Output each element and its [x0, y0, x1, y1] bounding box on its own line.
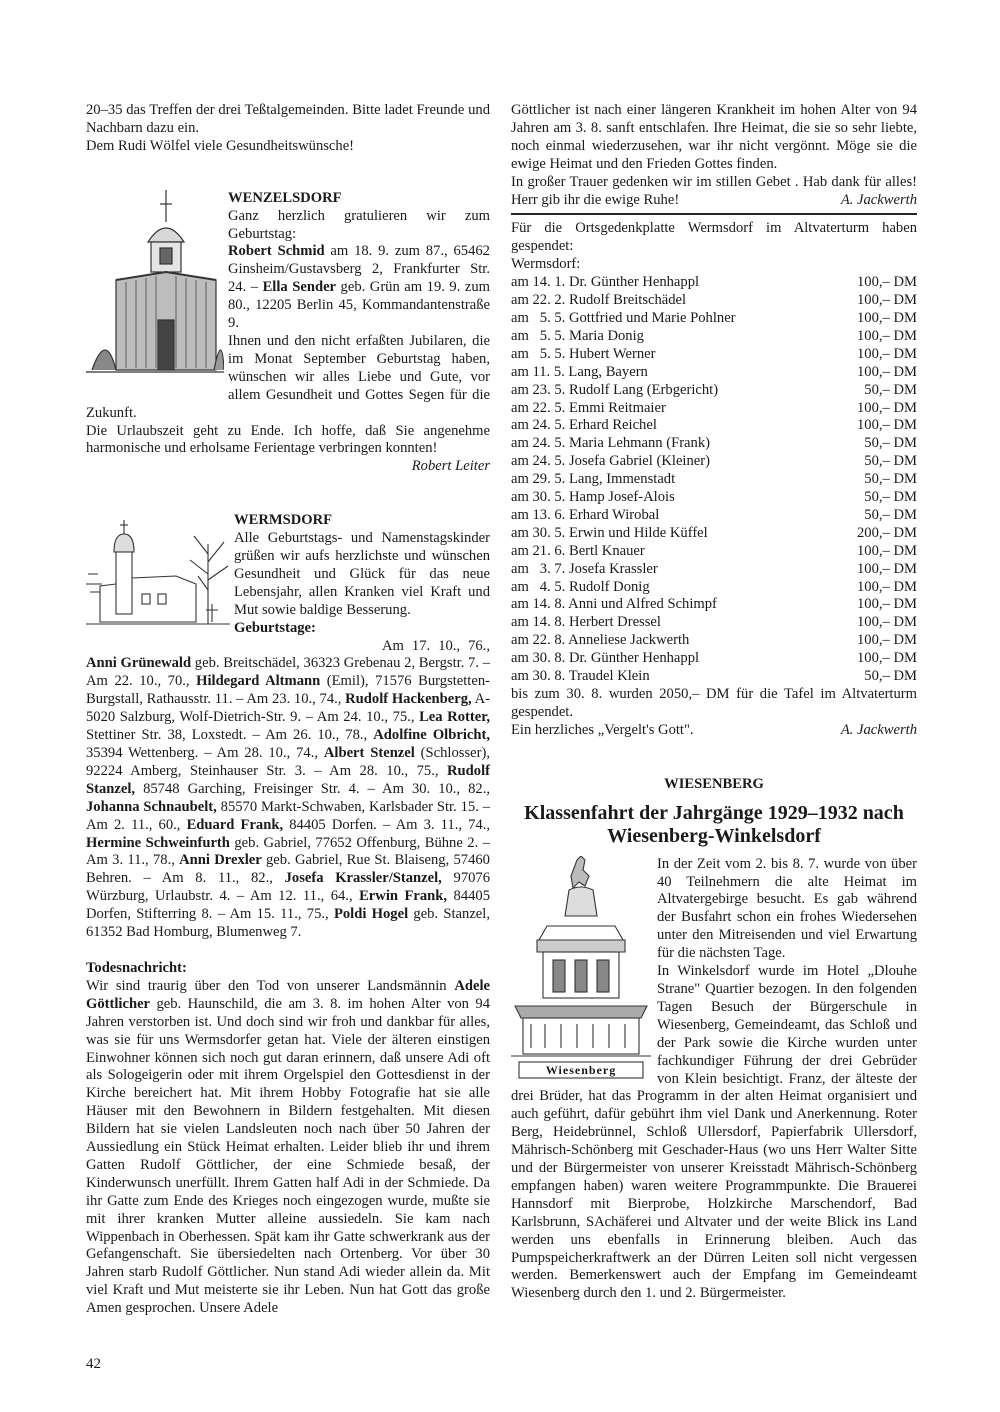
bd-9: Adolfine Olbricht, [373, 727, 490, 744]
bd-22: geb. Gabriel, Rue St. Blaiseng, 57460 Behren. – Am 8. 11., 82., [86, 852, 490, 887]
bd-21: Anni Drexler [179, 852, 262, 869]
donation-amount: 50,– DM [864, 435, 917, 452]
donations-place: Wermsdorf: [511, 256, 581, 273]
donation-donor: am 30. 5. Hamp Josef-Alois [511, 489, 675, 506]
donation-donor: am 14. 8. Herbert Dressel [511, 614, 661, 631]
birthdays-subheading: Geburtstage: [234, 619, 316, 636]
bd-17: Eduard Frank, [186, 816, 284, 833]
name-adele-goettlicher: Adele Göttlicher [86, 977, 490, 1012]
donation-donor: am 22. 8. Anneliese Jackwerth [511, 632, 690, 649]
wenzelsdorf-section [86, 190, 490, 477]
bd-3: Hildegard Altmann [196, 673, 321, 690]
donation-row [511, 579, 917, 597]
wiesenberg-image-label: Wiesenberg [545, 1062, 617, 1077]
birthday-text: geb. Grün am 19. 9. zum 80., 12205 Berlin 45, Kommandantenstraße 9. [228, 279, 490, 332]
donation-row [511, 453, 917, 471]
donation-amount: 100,– DM [857, 399, 917, 416]
donation-amount: 100,– DM [857, 650, 917, 667]
bd-24: 97076 Würzburg, Urlaubstr. 4. – Am 12. 11., 64., [86, 870, 491, 905]
bd-18: 84405 Dorfen. – Am 3. 11., 74., [283, 816, 491, 833]
bd-26: 84405 Dorfen, Stifterring 8. – Am 15. 11., 75., [86, 888, 490, 923]
bd-2: geb. Breitschädel, 36323 Grebenau 2, Bergstr. 7. – Am 22. 10., 70., [86, 655, 490, 690]
donation-donor: am 3. 7. Josefa Krassler [511, 560, 658, 577]
name-ella-sender: Ella Sender [262, 279, 337, 296]
death-text-2: geb. Haunschild, die am 3. 8. im hohen Alter von 94 Jahren verstorben ist. Und doch sind wir froh und dankbar für alles, was sie für uns Wermsdorfer getan hat. Viele der älteren einstigen Einwohner können sich noch gut daran erinnern, daß unsere Adi oft als Sologeigerin oder mit ihrem Orgelspiel den Gottesdienst in der Kirche bereichert hat. Mit ihrem Hobby Fotografie hat sie alle Häuser mit den Bewohnern in Bildern festgehalten. Mit diesen Bildern hat sie vielen Landsleuten noch nach über 50 Jahren der Aussiedlung ein Stück Heimat erhalten. Leider blieb ihr und ihrem Gatten Rudolf Göttlicher, der eine Schmiede besaß, der Kinderwunsch unerfüllt. Ihrem Gatten half Adi in der Schmiede. Da ihr Gatte zum Ende des Krieges noch eingezogen wurde, mußte sie mit ihrer kranken Mutter alleine aussiedeln. Sie kam nach Wippenbach in Oberhessen. Spät kam ihr Gatte schwerkrank aus der Gefangenschaft. Sie übersiedelten nach Ortenberg. Vor über 30 Jahren starb Rudolf Göttlicher. Nun stand Adi wieder allein da. Mit viel Kraft und Mut meisterte sie ihr Leben. Nun hat Gott das große Amen gesprochen. Unsere Adele [86, 995, 490, 1317]
donation-amount: 50,– DM [864, 471, 917, 488]
wiesenberg-paragraph-2: In Winkelsdorf wurde im Hotel „Dlouhe Strane" Quartier bezogen. In den folgenden Tagen Besuch der Bürgerschule in Wiesenberg, Gemeindeamt, das Schloß und der Park sowie die Kirche wurden unter fachkundiger Führung der drei Gebrüder von Klein besichtigt. Franz, der älteste der drei Brüder, hat das Programm in der alten Heimat organisiert und auch geführt, dafür gebührt ihm viel Dank und Anerkennung. Roter Berg, Heidebrünnel, Schloß Ullersdorf, Papierfabrik Ullersdorf, Mährisch-Schönberg mit Geschader-Haus (wo uns Herr Walter Sitte und der Bürgermeister von unserer Kreisstadt Mährisch-Schönberg empfangen haben) waren weitere Programmpunkte. Die Brauerei Hannsdorf mit Bierprobe, Holzkirche Marschendorf, Bad Karlsbrunn, SAchäferei und Altvater und der weite Blick ins Land werden uns ebenfalls in Erinnerung bleiben. Auch das Pumpspeicherkraftwerk an der Dürren Leiten soll nicht vergessen werden. Bemerkenswert auch der Empfang im Gemeindeamt Wiesenberg durch den 1. und 2. Bürgermeister. [511, 963, 917, 1302]
wiesenberg-section [511, 776, 917, 1304]
bd-4: (Emil), 71576 Burgstetten-Burgstall, Rathausstr. 11. – Am 23. 10., 74., [86, 673, 490, 708]
thanks-text: Ein herzliches „Vergelt's Gott". [511, 721, 694, 738]
donation-row [511, 632, 917, 650]
donation-amount: 50,– DM [864, 668, 917, 685]
death-notice-continued: Göttlicher ist nach einer längeren Krankheit im hohen Alter von 94 Jahren am 3. 8. sanft entschlafen. Ihre Heimat, die sie so sehr liebte, noch einmal wiederzusehen, war ihr nicht vergönnt. Möge sie die ewige Heimat und den Frieden Gottes finden. [511, 102, 917, 172]
divider [511, 213, 917, 215]
bd-16: 85570 Markt-Schwaben, Karlsbader Str. 15. – Am 2. 11., 60., [86, 798, 490, 833]
donation-amount: 100,– DM [857, 274, 917, 291]
donation-amount: 100,– DM [857, 542, 917, 559]
donation-donor: am 21. 6. Bertl Knauer [511, 542, 645, 559]
bd-25: Erwin Frank, [359, 888, 448, 905]
signature-jackwerth-1: A. Jackwerth [840, 191, 917, 208]
donation-amount: 100,– DM [857, 560, 917, 577]
bd-20: geb. Gabriel, 77652 Offenburg, Bühne 2. – Am 3. 11., 78., [86, 834, 490, 869]
bd-5: Rudolf Hackenberg, [345, 691, 472, 708]
bd-1: Anni Grünewald [86, 655, 192, 672]
wiesenberg-heading: WIESENBERG [664, 775, 764, 792]
donation-amount: 50,– DM [864, 381, 917, 398]
donation-row [511, 435, 917, 453]
wenzelsdorf-wishes: Ihnen und den nicht erfaßten Jubilaren, die im Monat September Geburtstag haben, wünschen wir alles Liebe und Gute, vor allem Gesundheit und Gottes Segen für die Zukunft. [86, 332, 490, 421]
donation-amount: 100,– DM [857, 345, 917, 362]
donation-row [511, 417, 917, 435]
signature-jackwerth-2: A. Jackwerth [840, 721, 917, 738]
donation-row [511, 364, 917, 382]
bd-8: Stettiner Str. 38, Loxstedt. – Am 26. 10., 78., [86, 727, 374, 744]
donation-row [511, 274, 917, 292]
wiesenberg-illustration [511, 856, 651, 1080]
wermsdorf-greeting: Alle Geburtstags- und Namenstagskinder grüßen wir aufs herzlichste und wünschen Gesundheit und Glück für das neue Lebensjahr, allen Kranken viel Kraft und Mut sowie baldige Besserung. [234, 530, 490, 618]
bd-19: Hermine Schweinfurth [86, 834, 230, 851]
bd-15: Johanna Schnaubelt, [86, 798, 217, 815]
wiesenberg-title: Klassenfahrt der Jahrgänge 1929–1932 nach Wiesenberg-Winkelsdorf [524, 801, 904, 847]
donation-donor: am 14. 8. Anni und Alfred Schimpf [511, 596, 717, 613]
bd-10: 35394 Wettenberg. – Am 28. 10., 74., [86, 745, 324, 761]
donation-donor: am 5. 5. Maria Donig [511, 327, 644, 344]
page-number: 42 [86, 1356, 101, 1372]
donation-donor: am 24. 5. Maria Lehmann (Frank) [511, 435, 710, 452]
donation-donor: am 22. 2. Rudolf Breitschädel [511, 292, 687, 309]
thanks-line [511, 722, 917, 740]
donation-list [511, 274, 917, 686]
donation-donor: am 4. 5. Rudolf Donig [511, 578, 650, 595]
donation-row [511, 668, 917, 686]
wenzelsdorf-heading: WENZELSDORF [228, 189, 342, 206]
donation-row [511, 614, 917, 632]
donations-total: bis zum 30. 8. wurden 2050,– DM für die Tafel im Altvaterturm gespendet. [511, 686, 917, 720]
donation-donor: am 24. 5. Josefa Gabriel (Kleiner) [511, 453, 710, 470]
bd-12: (Schlosser), 92224 Amberg, Steinhauser Str. 3. – Am 28. 10., 75., [86, 745, 490, 779]
donation-row [511, 310, 917, 328]
birthday-text: am 18. 9. zum 87., 65462 Ginsheim/Gustavsberg 2, Frankfurter Str. 24. – [228, 243, 490, 296]
signature-robert-leiter: Robert Leiter [411, 458, 490, 475]
donation-row [511, 489, 917, 507]
donation-donor: am 14. 1. Dr. Günther Henhappl [511, 274, 700, 291]
donation-row [511, 507, 917, 525]
bd-27: Poldi Hogel [333, 906, 409, 923]
wiesenberg-paragraph-1: In der Zeit vom 2. bis 8. 7. wurde von über 40 Teilnehmern die alte Heimat im Altvatergebirge besucht. Es gab während der Busfahrt schon ein frohes Wiedersehen unter den Mitreisenden und viel Erwartung für die nächsten Tage. [657, 855, 917, 962]
donation-amount: 100,– DM [857, 292, 917, 309]
mourning-text: In großer Trauer gedenken wir im stillen Gebet . Hab dank für alles! Herr gib ihr die ewige Ruhe! [511, 173, 917, 208]
bd-13: Rudolf Stanzel, [86, 762, 490, 797]
donation-donor: am 5. 5. Gottfried und Marie Pohlner [511, 309, 736, 326]
bd-11: Albert Stenzel [323, 745, 415, 761]
donation-donor: am 30. 8. Dr. Günther Henhappl [511, 650, 700, 667]
donation-row [511, 650, 917, 668]
name-robert-schmid: Robert Schmid [228, 243, 325, 260]
donation-row [511, 328, 917, 346]
donation-donor: am 13. 6. Erhard Wirobal [511, 506, 660, 523]
donation-row [511, 346, 917, 364]
death-text-1: Wir sind traurig über den Tod von unserer Landsmännin [86, 977, 455, 994]
donation-row [511, 525, 917, 543]
donation-row [511, 543, 917, 561]
donation-donor: am 5. 5. Hubert Werner [511, 345, 656, 362]
donation-row [511, 471, 917, 489]
donation-amount: 100,– DM [857, 327, 917, 344]
wenzelsdorf-greeting: Ganz herzlich gratulieren wir zum Geburtstag: [228, 207, 490, 242]
donation-amount: 100,– DM [857, 614, 917, 631]
wenzelsdorf-holiday: Die Urlaubszeit geht zu Ende. Ich hoffe, daß Sie angenehme harmonische und erholsame Ferientage verbringen konnten! [86, 422, 490, 457]
donation-amount: 50,– DM [864, 453, 917, 470]
bd-28: geb. Stanzel, 61352 Bad Homburg, Blumenweg 7. [86, 906, 490, 941]
donation-amount: 100,– DM [857, 578, 917, 595]
donation-row [511, 561, 917, 579]
donation-donor: am 30. 5. Erwin und Hilde Küffel [511, 524, 708, 541]
bd-23: Josefa Krassler/Stanzel, [284, 870, 442, 887]
bd-6: A-5020 Salzburg, Wolf-Dietrich-Str. 9. – Am 24. 10., 75., [86, 691, 490, 726]
donation-donor: am 30. 8. Traudel Klein [511, 668, 650, 685]
bd-0: Am 17. 10., 76., [382, 637, 490, 654]
donation-amount: 100,– DM [857, 632, 917, 649]
donation-amount: 100,– DM [857, 363, 917, 380]
donations-intro: Für die Ortsgedenkplatte Wermsdorf im Altvaterturm haben gespendet: [511, 220, 917, 255]
chapel-illustration [86, 180, 224, 398]
wermsdorf-birthdays [86, 638, 490, 942]
donation-row [511, 596, 917, 614]
church-illustration [86, 514, 230, 642]
donation-donor: am 24. 5. Erhard Reichel [511, 417, 657, 434]
donation-row [511, 400, 917, 418]
donation-amount: 100,– DM [857, 417, 917, 434]
donation-amount: 200,– DM [857, 524, 917, 541]
death-notice-text [86, 978, 490, 1318]
mourning-line [511, 174, 917, 210]
intro-wishes: Dem Rudi Wölfel viele Gesundheitswünsche! [86, 137, 355, 154]
left-column [86, 102, 490, 1318]
donation-row [511, 292, 917, 310]
death-notice-heading: Todesnachricht: [86, 959, 187, 976]
donation-donor: am 29. 5. Lang, Immenstadt [511, 471, 676, 488]
donation-amount: 50,– DM [864, 506, 917, 523]
intro-paragraph: 20–35 das Treffen der drei Teßtalgemeinden. Bitte ladet Freunde und Nachbarn dazu ein. [86, 102, 490, 136]
donation-row [511, 382, 917, 400]
wermsdorf-section [86, 512, 490, 1318]
fountain-drawing [511, 856, 651, 1080]
donation-donor: am 22. 5. Emmi Reitmaier [511, 399, 666, 416]
donation-donor: am 11. 5. Lang, Bayern [511, 363, 648, 380]
bd-14: 85748 Garching, Freisinger Str. 4. – Am 30. 10., 82., [135, 780, 490, 797]
donation-donor: am 23. 5. Rudolf Lang (Erbgericht) [511, 381, 719, 398]
right-column [511, 102, 917, 1303]
donation-amount: 100,– DM [857, 596, 917, 613]
donation-amount: 50,– DM [864, 489, 917, 506]
wermsdorf-heading: WERMSDORF [234, 512, 333, 529]
bd-7: Lea Rotter, [419, 709, 490, 726]
donation-amount: 100,– DM [857, 309, 917, 326]
